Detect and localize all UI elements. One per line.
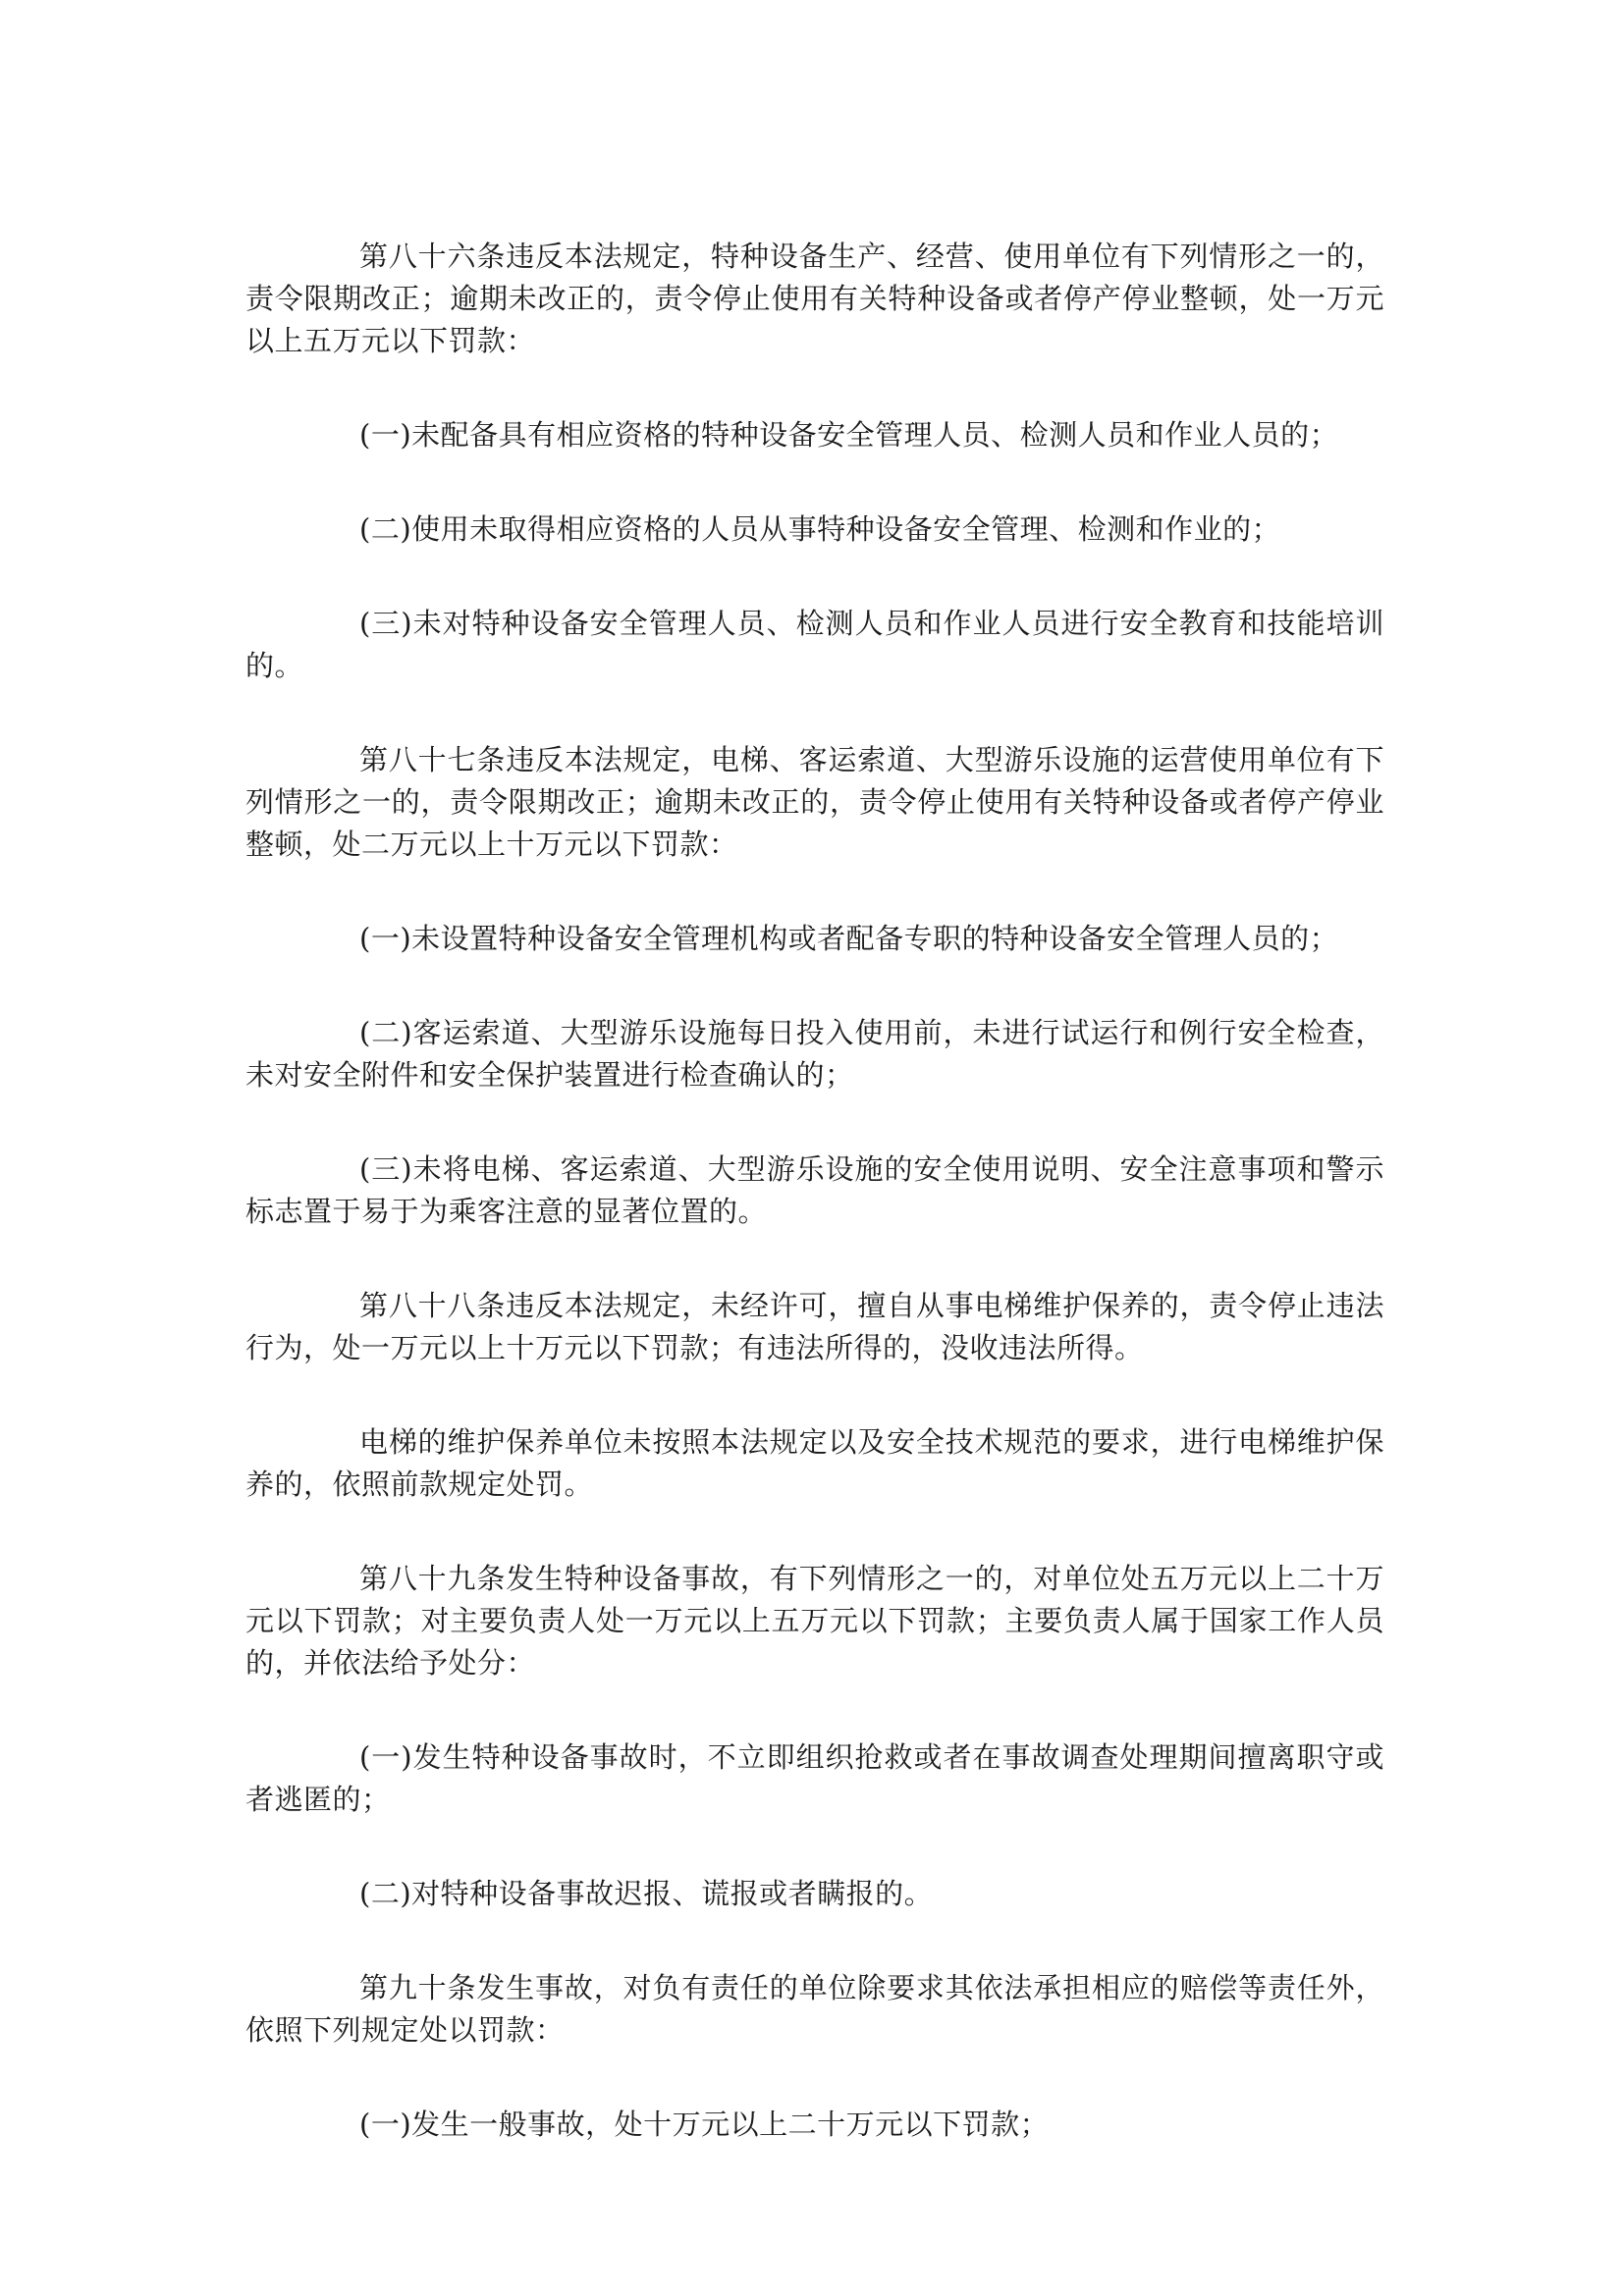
article-86-item-2: (二)使用未取得相应资格的人员从事特种设备安全管理、检测和作业的； [359, 512, 1281, 546]
article-89-item-2: (二)对特种设备事故迟报、谎报或者瞒报的。 [359, 1877, 934, 1910]
article-89-item-1: (一)发生特种设备事故时，不立即组织抢救或者在事故调查处理期间擅离职守或者逃匿的； [245, 1740, 1384, 1816]
article-88-paragraph-2: 电梯的维护保养单位未按照本法规定以及安全技术规范的要求，进行电梯维护保养的，依照前款规定处罚。 [245, 1425, 1384, 1501]
article-90-paragraph: 第九十条发生事故，对负有责任的单位除要求其依法承担相应的赔偿等责任外，依照下列规定处以罚款： [245, 1971, 1384, 2047]
article-86-item-3: (三)未对特种设备安全管理人员、检测人员和作业人员进行安全教育和技能培训的。 [245, 607, 1384, 682]
article-89-paragraph: 第八十九条发生特种设备事故，有下列情形之一的，对单位处五万元以上二十万元以下罚款；对主要负责人处一万元以上五万元以下罚款；主要负责人属于国家工作人员的，并依法给予处分： [245, 1562, 1384, 1680]
document-page [245, 236, 1384, 2198]
article-87-item-2: (二)客运索道、大型游乐设施每日投入使用前，未进行试运行和例行安全检查，未对安全附件和安全保护装置进行检查确认的； [245, 1016, 1384, 1092]
article-86-paragraph: 第八十六条违反本法规定，特种设备生产、经营、使用单位有下列情形之一的，责令限期改正；逾期未改正的，责令停止使用有关特种设备或者停产停业整顿，处一万元以上五万元以下罚款： [245, 240, 1384, 357]
article-86-item-1: (一)未配备具有相应资格的特种设备安全管理人员、检测人员和作业人员的； [359, 418, 1339, 452]
article-90-item-1: (一)发生一般事故，处十万元以上二十万元以下罚款； [359, 2108, 1050, 2141]
article-87-item-1: (一)未设置特种设备安全管理机构或者配备专职的特种设备安全管理人员的； [359, 922, 1339, 955]
article-87-paragraph: 第八十七条违反本法规定，电梯、客运索道、大型游乐设施的运营使用单位有下列情形之一的，责令限期改正；逾期未改正的，责令停止使用有关特种设备或者停产停业整顿，处二万元以上十万元以下罚款： [245, 743, 1384, 861]
article-88-paragraph: 第八十八条违反本法规定，未经许可，擅自从事电梯维护保养的，责令停止违法行为，处一万元以上十万元以下罚款；有违法所得的，没收违法所得。 [245, 1289, 1384, 1364]
article-87-item-3: (三)未将电梯、客运索道、大型游乐设施的安全使用说明、安全注意事项和警示标志置于易于为乘客注意的显著位置的。 [245, 1152, 1384, 1228]
